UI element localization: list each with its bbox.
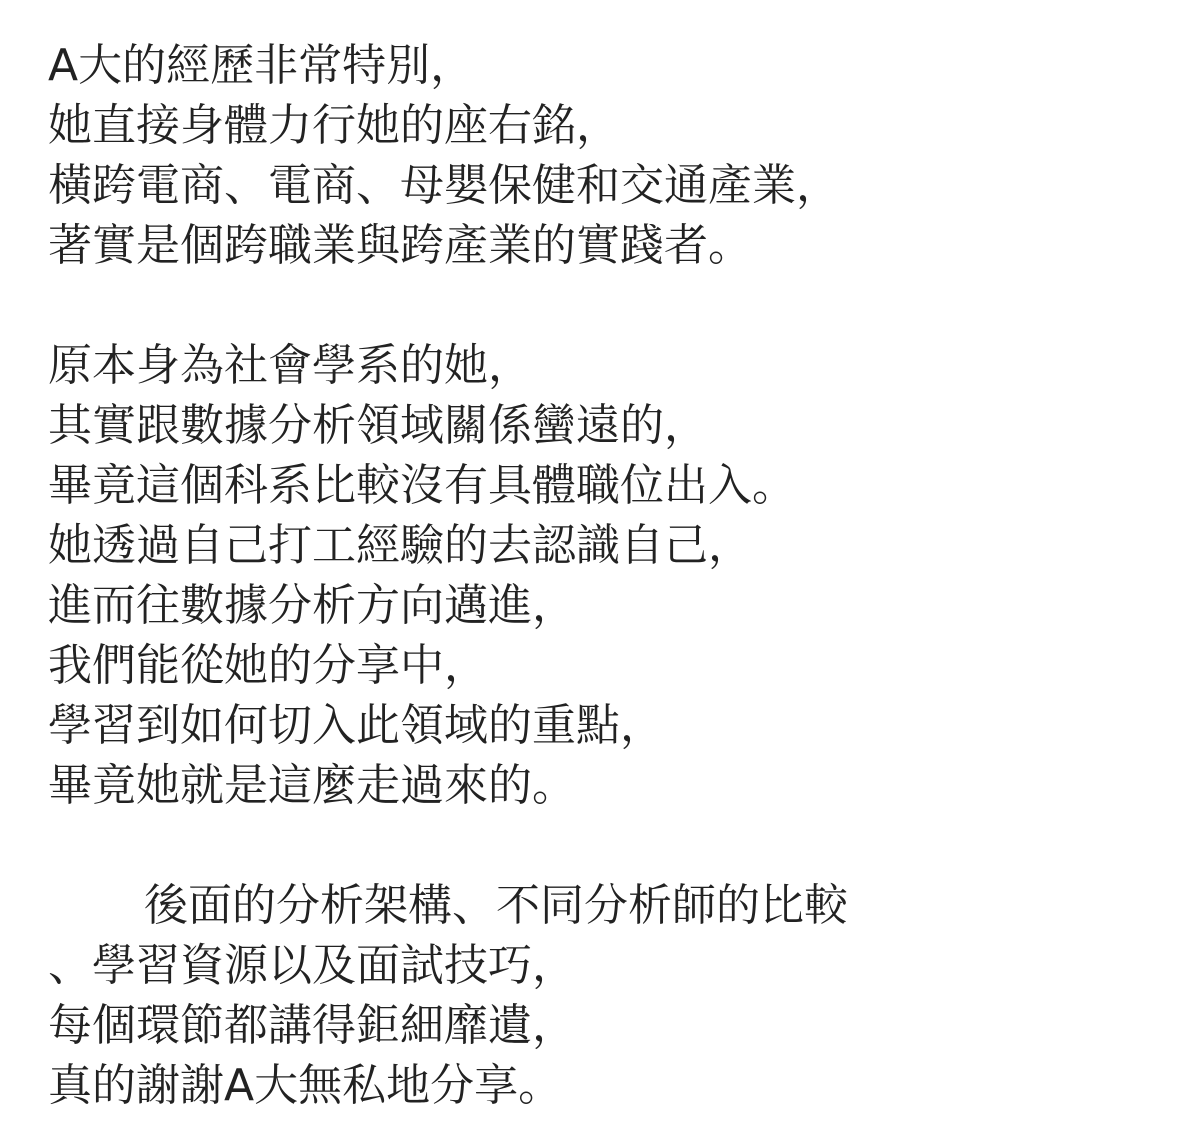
- paragraph-spacer: [48, 276, 1148, 336]
- text-line: 原本身為社會學系的她，: [48, 340, 532, 391]
- text-line: 我們能從她的分享中，: [48, 640, 488, 691]
- text-line: 橫跨電商、電商、母嬰保健和交通產業，: [48, 160, 840, 211]
- text-line: 畢竟這個科系比較沒有具體職位出入。: [48, 460, 796, 511]
- text-line: 其實跟數據分析領域關係蠻遠的，: [48, 400, 708, 451]
- text-line: 真的謝謝A大無私地分享。: [48, 1060, 563, 1111]
- text-line: 著實是個跨職業與跨產業的實踐者。: [48, 220, 752, 271]
- text-line: 學習到如何切入此領域的重點，: [48, 700, 664, 751]
- text-line: 她直接身體力行她的座右銘，: [48, 100, 620, 151]
- text-line: 她透過自己打工經驗的去認識自己，: [48, 520, 752, 571]
- text-line: 畢竟她就是這麼走過來的。: [48, 760, 576, 811]
- document-body: [48, 36, 1148, 1116]
- text-line: 後面的分析架構、不同分析師的比較: [144, 880, 848, 931]
- text-line: A大的經歷非常特別，: [48, 40, 475, 91]
- paragraph-1: [48, 36, 1148, 276]
- paragraph-2: [48, 336, 1148, 816]
- text-line: 每個環節都講得鉅細靡遺，: [48, 1000, 576, 1051]
- paragraph-3: [48, 876, 1148, 1116]
- paragraph-spacer: [48, 816, 1148, 876]
- text-line: 進而往數據分析方向邁進，: [48, 580, 576, 631]
- text-line: 、學習資源以及面試技巧，: [48, 940, 576, 991]
